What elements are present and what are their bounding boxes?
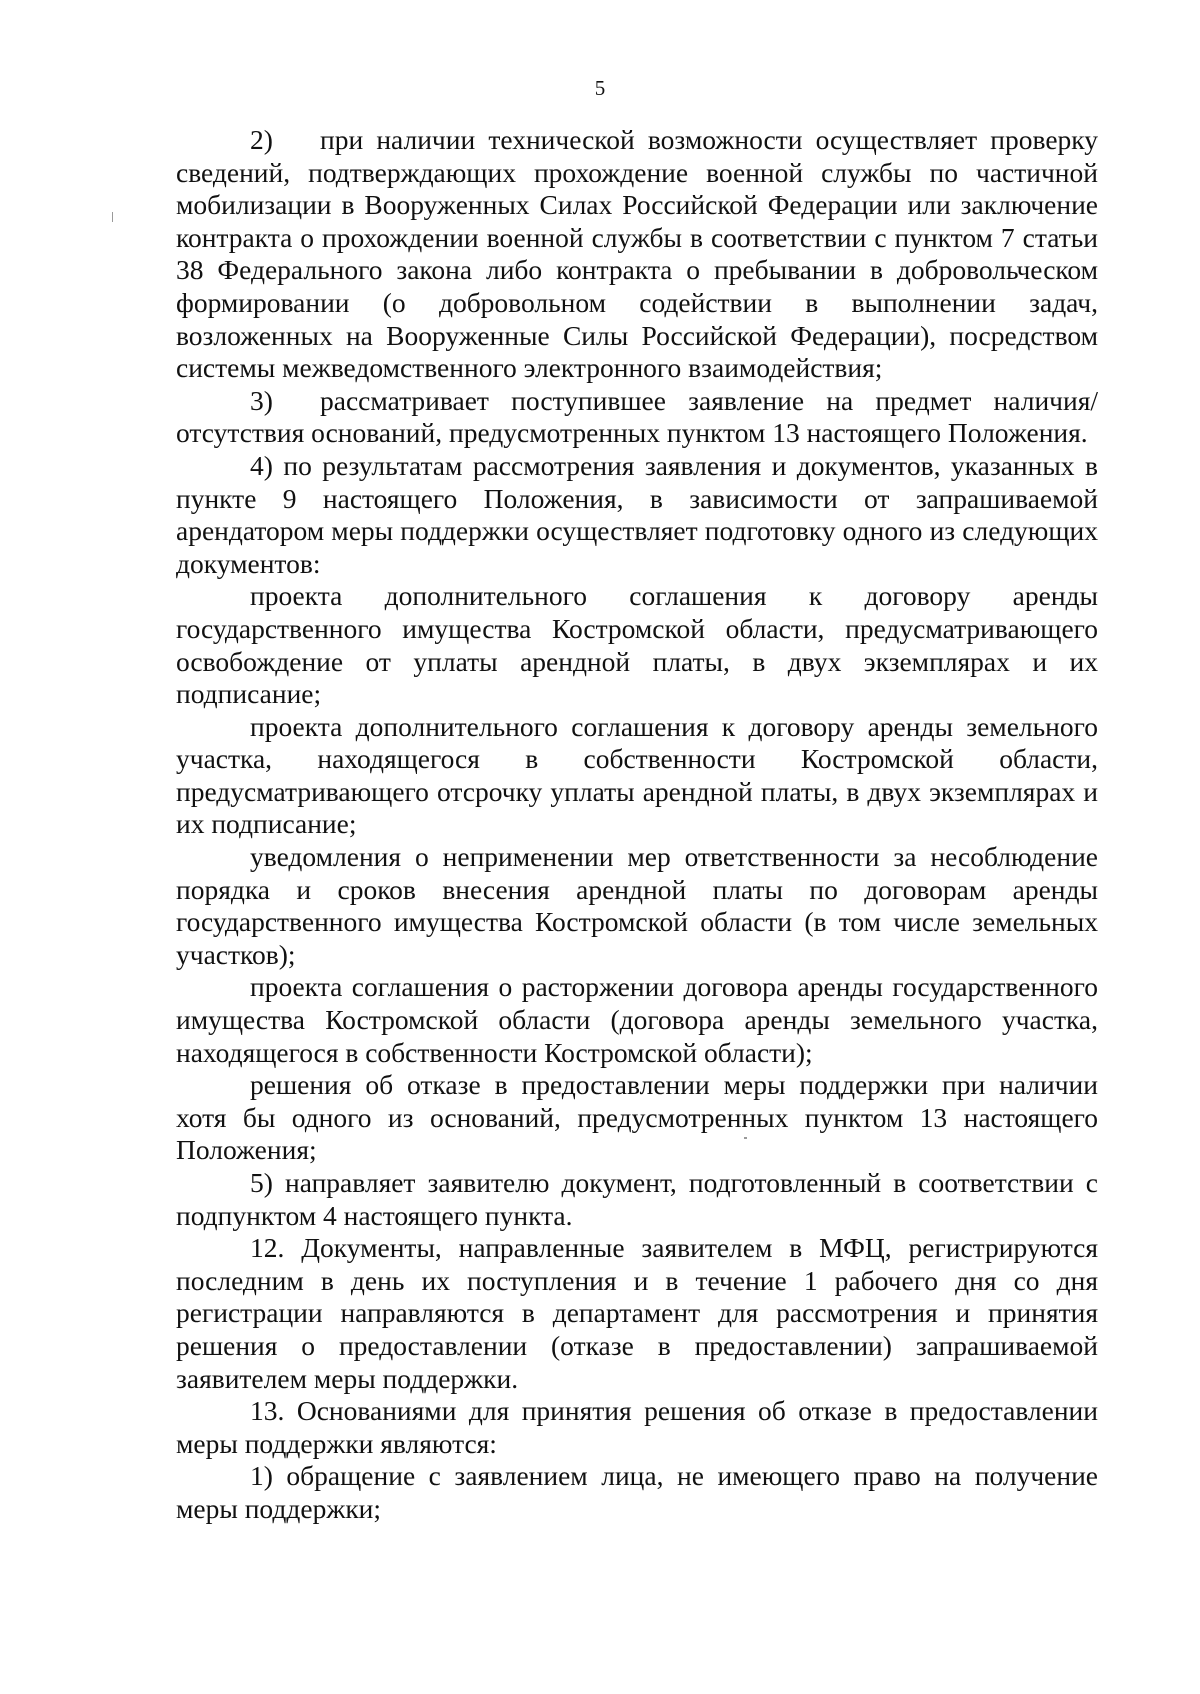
paragraph-refusal-decision: решения об отказе в предоставлении меры поддержки при наличии хотя бы одного из оснований, предусмотренных пунктом 13 настоящего Положения; — [176, 1069, 1098, 1166]
paragraph-item-3 — [176, 385, 1098, 450]
scan-mark — [744, 1137, 747, 1139]
paragraph-notice-non-application: уведомления о неприменении мер ответственности за несоблюдение порядка и сроков внесения арендной платы по договорам аренды государственного имущества Костромской области (в том числе земельных участков); — [176, 841, 1098, 970]
paragraph-text: рассматривает поступившее заявление на предмет наличия/ отсутствия оснований, предусмотренных пунктом 13 настоящего Положения. — [176, 384, 1098, 449]
item-number: 3) — [250, 384, 273, 416]
scan-mark — [112, 212, 113, 222]
document-body — [176, 124, 1098, 1526]
paragraph-clause-12: 12. Документы, направленные заявителем в МФЦ, регистрируются последним в день их поступления и в течение 1 рабочего дня со дня регистрации направляются в департамент для рассмотрения и принятия решения о предоставлении (отказе в предоставлении) запрашиваемой заявителем меры поддержки. — [176, 1232, 1098, 1394]
page-number: 5 — [594, 76, 606, 100]
paragraph-draft-termination: проекта соглашения о расторжении договора аренды государственного имущества Костромской области (договора аренды земельного участка, находящегося в собственности Костромской области); — [176, 971, 1098, 1068]
paragraph-draft-exemption: проекта дополнительного соглашения к договору аренды государственного имущества Костромской области, предусматривающего освобождение от уплаты арендной платы, в двух экземплярах и их подписание; — [176, 580, 1098, 710]
paragraph-draft-deferral: проекта дополнительного соглашения к договору аренды земельного участка, находящегося в собственности Костромской области, предусматривающего отсрочку уплаты арендной платы, в двух экземплярах и их подписание; — [176, 710, 1098, 840]
paragraph-clause-13-item-1: 1) обращение с заявлением лица, не имеющего право на получение меры поддержки; — [176, 1460, 1098, 1524]
paragraph-text: при наличии технической возможности осуществляет проверку сведений, подтверждающих прохождение военной службы по частичной мобилизации в Вооруженных Силах Российской Федерации или заключение контракта о прохождении военной службы в соответствии с пунктом 7 статьи 38 Федерального закона либо контракта о пребывании в добровольческом формировании (о добровольном содействии в выполнении задач, возложенных на Вооруженные Силы Российской Федерации), посредством системы межведомственного электронного взаимодействия; — [176, 124, 1098, 384]
paragraph-item-4: 4) по результатам рассмотрения заявления и документов, указанных в пункте 9 настоящего Положения, в зависимости от запрашиваемой арендатором меры поддержки осуществляет подготовку одного из следующих документов: — [176, 449, 1098, 579]
item-number: 2) — [250, 124, 273, 155]
paragraph-item-5: 5) направляет заявителю документ, подготовленный в соответствии с подпунктом 4 настоящего пункта. — [176, 1167, 1098, 1231]
paragraph-item-2 — [176, 124, 1098, 385]
paragraph-clause-13: 13. Основаниями для принятия решения об отказе в предоставлении меры поддержки являются: — [176, 1395, 1098, 1459]
